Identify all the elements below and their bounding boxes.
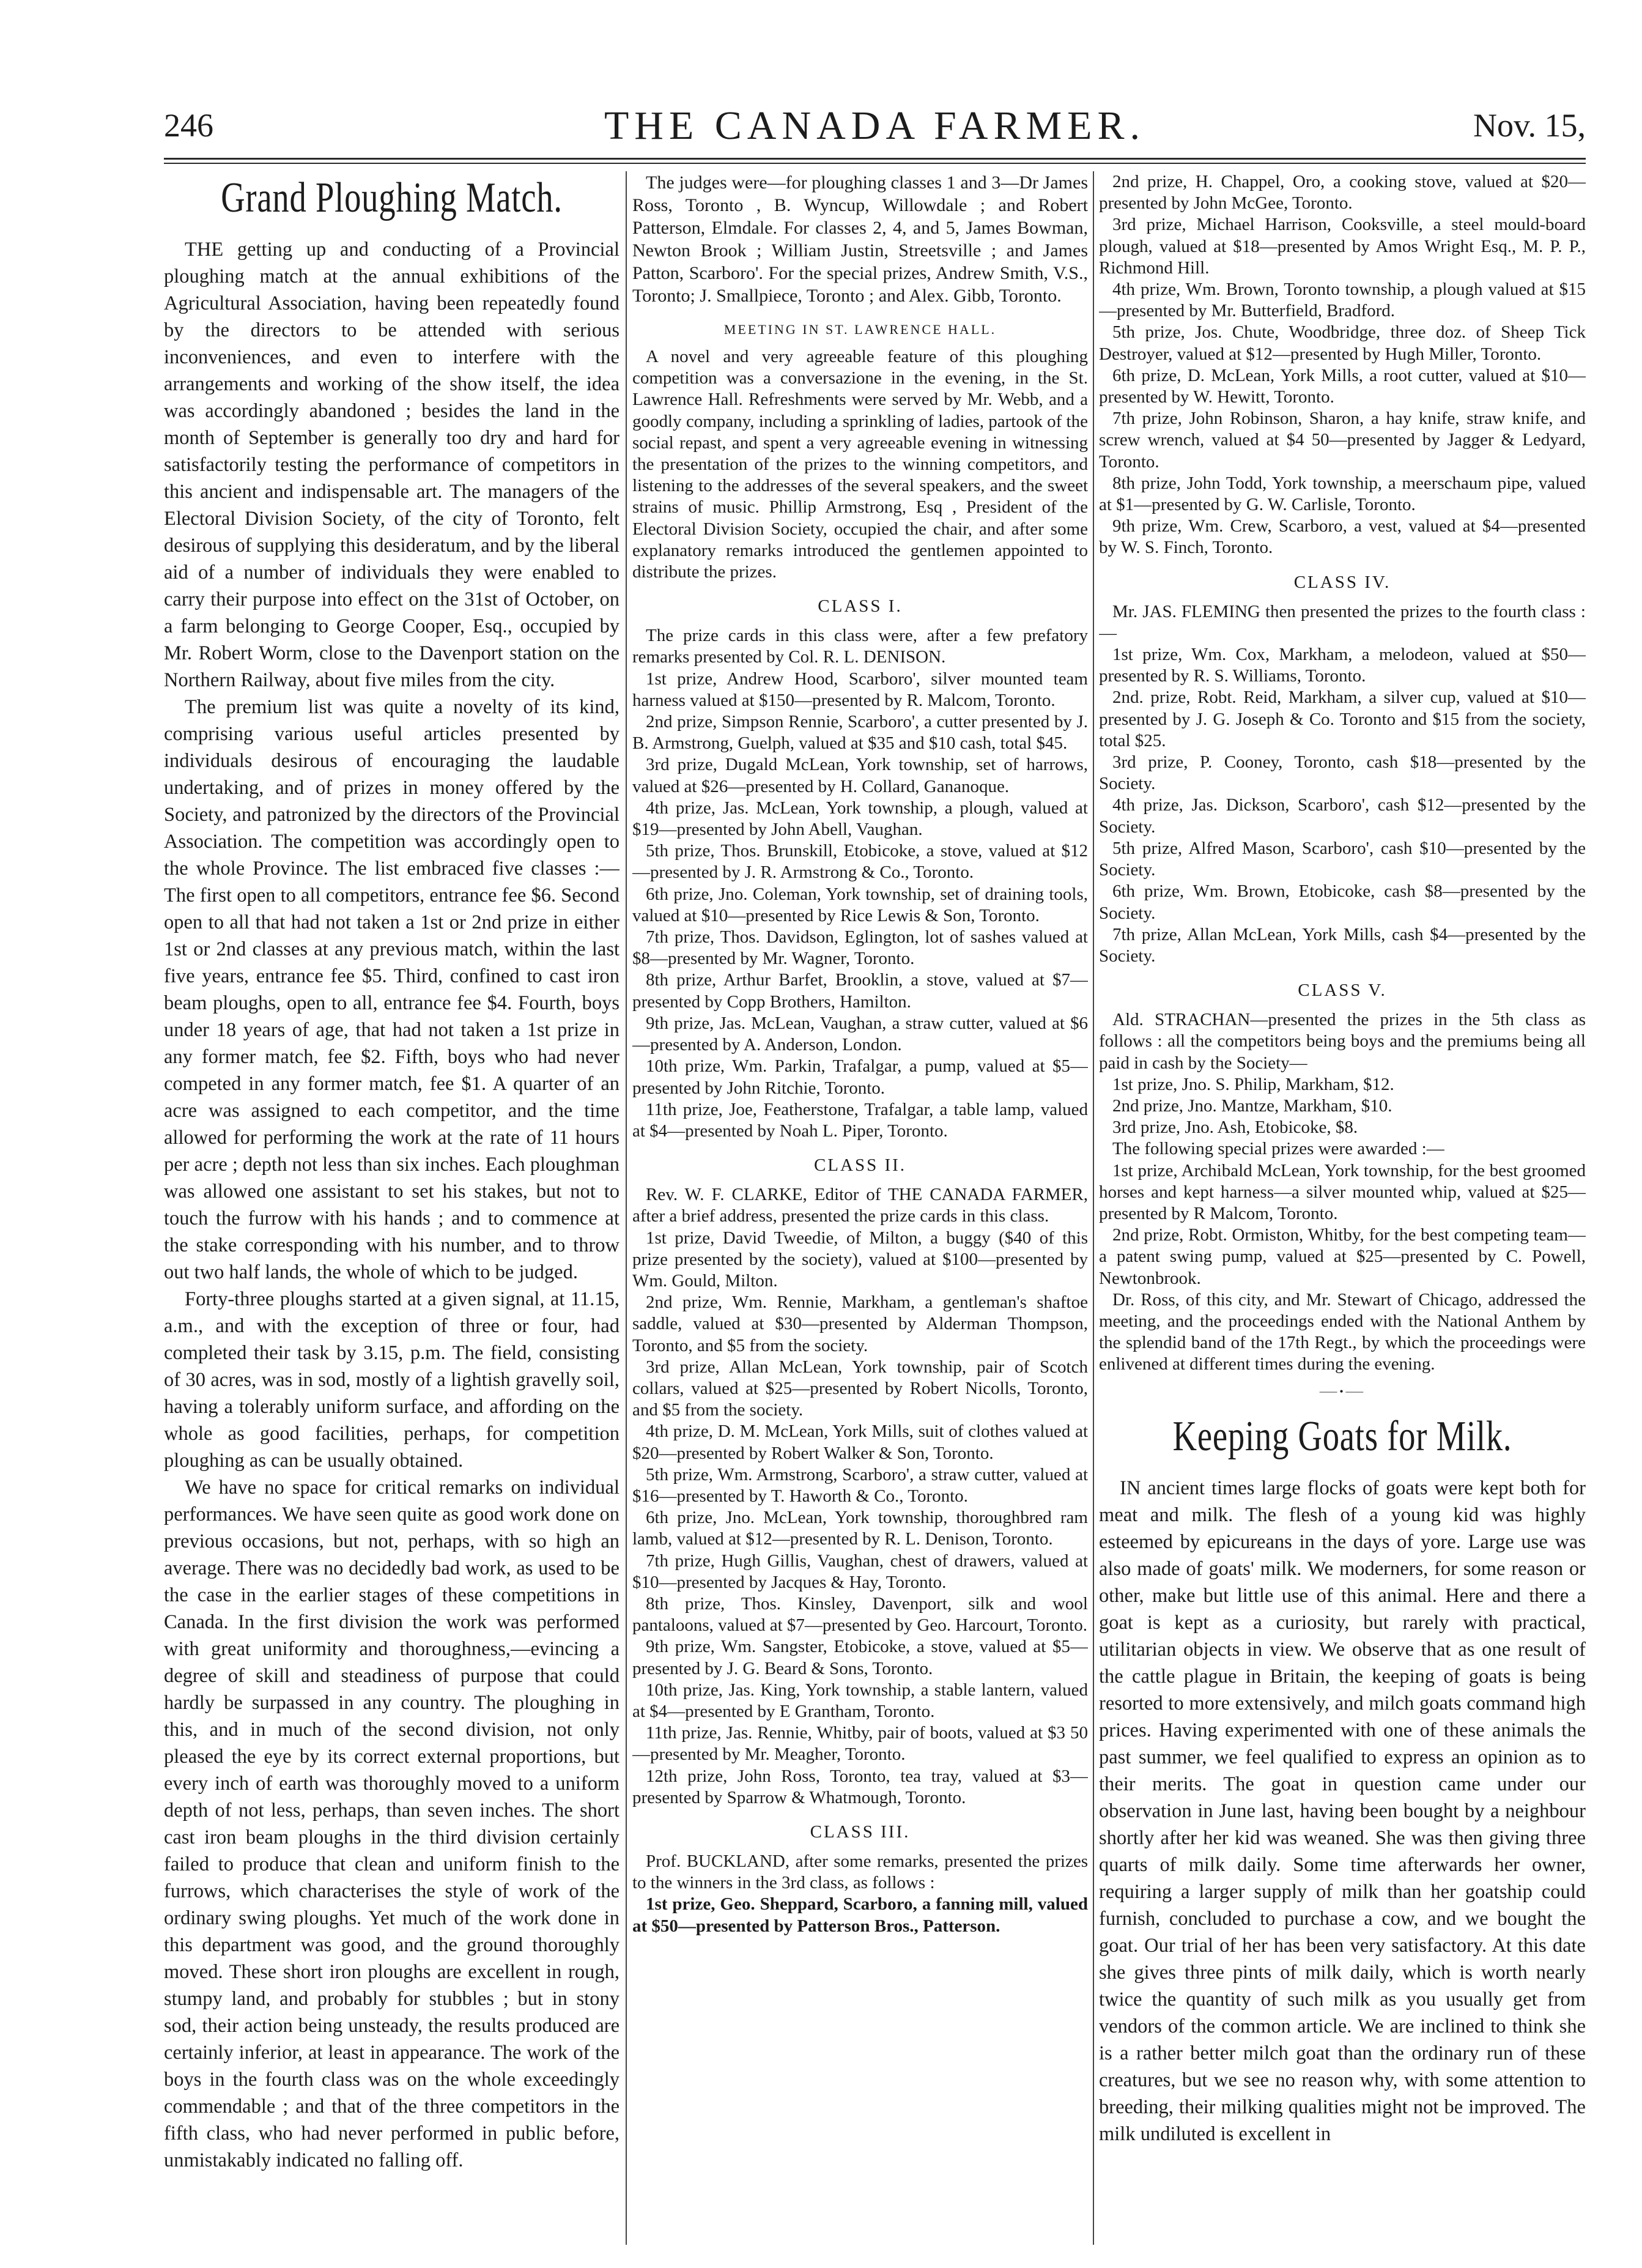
prize-entry: 7th prize, John Robinson, Sharon, a hay knife, straw knife, and screw wrench, valued at $4 50—presented by Jagger & Ledyard, Toronto. [1099, 409, 1586, 472]
prize-entry: Dr. Ross, of this city, and Mr. Stewart of Chicago, addressed the meeting, and the proceedings ended with the National Anthem by the splendid band of the 17th Regt., by which the proceedings were enlivened at different times during the evening. [1099, 1289, 1586, 1374]
prize-entry: 5th prize, Thos. Brunskill, Etobicoke, a stove, valued at $12—presented by J. R. Armstrong & Co., Toronto. [632, 841, 1088, 883]
prize-entry: 7th prize, Thos. Davidson, Eglington, lot of sashes valued at $8—presented by Mr. Wagner, Toronto. [632, 927, 1088, 969]
prize-entry: 4th prize, Jas. McLean, York township, a plough, valued at $19—presented by John Abell, Vaughan. [632, 798, 1088, 840]
prize-entry: 6th prize, Wm. Brown, Etobicoke, cash $8—presented by the Society. [1099, 881, 1586, 923]
prize-entry: 3rd prize, Michael Harrison, Cooksville, a steel mould-board plough, valued at $18—presented by Amos Wright Esq., M. P. P., Richmond Hill. [1099, 215, 1586, 278]
meeting-subheading: MEETING IN ST. LAWRENCE HALL. [723, 322, 997, 337]
prize-entry: 10th prize, Wm. Parkin, Trafalgar, a pump, valued at $5—presented by John Ritchie, Toronto. [632, 1056, 1088, 1098]
prize-entry: Rev. W. F. CLARKE, Editor of THE CANADA FARMER, after a brief address, presented the prize cards in this class. [632, 1185, 1088, 1226]
prize-entry: 1st prize, David Tweedie, of Milton, a buggy ($40 of this prize presented by the society), valued at $100—presented by Wm. Gould, Milton. [632, 1228, 1088, 1291]
newspaper-title: THE CANADA FARMER. [604, 103, 1145, 148]
prize-entry: 6th prize, D. McLean, York Mills, a root cutter, valued at $10—presented by W. Hewitt, Toronto. [1099, 365, 1586, 407]
masthead [164, 103, 1586, 152]
page-number: 246 [164, 107, 213, 144]
prize-entry: 8th prize, John Todd, York township, a meerschaum pipe, valued at $1—presented by G. W. Carlisle, Toronto. [1099, 473, 1586, 515]
article-heading-goats: Keeping Goats for Milk. [1172, 1412, 1512, 1460]
prize-entry: The following special prizes were awarded :— [1112, 1139, 1444, 1159]
column-3 [1099, 171, 1586, 2251]
class-1-heading: CLASS I. [818, 596, 903, 617]
prize-entry: 2nd prize, Wm. Rennie, Markham, a gentleman's shaftoe saddle, valued at $30—presented by Alderman Thompson, Toronto, and $5 from the society. [632, 1292, 1088, 1355]
prize-entry: 5th prize, Alfred Mason, Scarboro', cash $10—presented by the Society. [1099, 838, 1586, 880]
prize-entry: 8th prize, Arthur Barfet, Brooklin, a stove, valued at $7—presented by Copp Brothers, Hamilton. [632, 970, 1088, 1012]
prize-entry: 1st prize, Jno. S. Philip, Markham, $12. [1112, 1074, 1394, 1094]
class-4-heading: CLASS IV. [1293, 572, 1391, 592]
class-5-heading: CLASS V. [1298, 980, 1387, 1001]
issue-date: Nov. 15, [1473, 107, 1586, 144]
prize-entry: 8th prize, Thos. Kinsley, Davenport, silk and wool pantaloons, valued at $7—presented by Geo. Harcourt, Toronto. [632, 1593, 1088, 1636]
prize-entry: 12th prize, John Ross, Toronto, tea tray, valued at $3—presented by Sparrow & Whatmough, Toronto. [632, 1766, 1088, 1807]
prize-entry: 3rd prize, Dugald McLean, York township, set of harrows, valued at $26—presented by H. Collard, Gananoque. [632, 755, 1088, 796]
prize-entry: 4th prize, Jas. Dickson, Scarboro', cash $12—presented by the Society. [1099, 795, 1586, 837]
prize-entry: 5th prize, Wm. Armstrong, Scarboro', a straw cutter, valued at $16—presented by T. Haworth & Co., Toronto. [632, 1464, 1088, 1506]
class-3-heading: CLASS III. [810, 1822, 911, 1842]
prize-entry: 1st prize, Wm. Cox, Markham, a melodeon, valued at $50—presented by R. S. Williams, Toronto. [1099, 645, 1586, 686]
section-ornament: ⸺•⸺ [1318, 1385, 1366, 1398]
prize-entry: Mr. JAS. FLEMING then presented the prizes to the fourth class :— [1099, 601, 1586, 643]
prize-entry: 7th prize, Hugh Gillis, Vaughan, chest of drawers, valued at $10—presented by Jacques & Hay, Toronto. [632, 1551, 1088, 1592]
prize-entry: 1st prize, Geo. Sheppard, Scarboro, a fanning mill, valued at $50—presented by Patterson Bros., Patterson. [632, 1894, 1088, 1936]
prize-entry: 2nd. prize, Robt. Reid, Markham, a silver cup, valued at $10—presented by J. G. Joseph & Co. Toronto and $15 from the society, total $25. [1099, 687, 1586, 750]
prize-entry: 1st prize, Andrew Hood, Scarboro', silver mounted team harness valued at $150—presented by R. Malcom, Toronto. [632, 669, 1088, 710]
meeting-paragraph: A novel and very agreeable feature of this ploughing competition was a conversazione in the evening, in the St. Lawrence Hall. Refreshments were served by Mr. Webb, and a goodly company, including a sprinkling of ladies, partook of the social repast, and spent a very agreeable evening in witnessing the presentation of the prizes to the winning competitors, and listening to the addresses of the several speakers, and the sweet strains of music. Phillip Armstrong, Esq , President of the Electoral Division Society, occupied the chair, and after some explanatory remarks introduced the gentlemen appointed to distribute the prizes. [632, 347, 1088, 582]
prize-entry: 1st prize, Archibald McLean, York township, for the best groomed horses and kept harness—a silver mounted whip, valued at $25—presented by R Malcom, Toronto. [1099, 1160, 1586, 1223]
prize-entry: 10th prize, Jas. King, York township, a stable lantern, valued at $4—presented by E Grantham, Toronto. [632, 1680, 1088, 1721]
article-paragraph: IN ancient times large flocks of goats were kept both for meat and milk. The flesh of a young kid was highly esteemed by epicureans in the days of yore. Large use was also made of goats' milk. We moderners, for some reason or other, make but little use of this animal. Here and there a goat is kept as a curiosity, but rarely with practical, utilitarian objects in view. We observe that as one result of the cattle plague in Britain, the keeping of goats is being resorted to more extensively, and milch goats command high prices. Having experimented with one of these animals the past summer, we feel qualified to express an opinion as to their merits. The goat in question came under our observation in June last, having been bought by a neighbour shortly after her kid was weaned. She was then giving three quarts of milk daily. Some time afterwards her owner, requiring a larger supply of milk than her goatship could furnish, concluded to purchase a cow, and we bought the goat. Our trial of her has been very satisfactory. At this date she gives three pints of milk daily, which is worth nearly twice the quantity of such milk as you usually get from vendors of the common article. We are inclined to think she is a rather better milch goat than the ordinary run of these creatures, but we see no reason why, with some attention to breeding, their milking qualities might not be improved. The milk undiluted is excellent in [1099, 1477, 1586, 2145]
article-paragraph: The premium list was quite a novelty of its kind, comprising various useful articles presented by individuals desirous of encouraging the laudable undertaking, and of prizes in money offered by the Society, and patronized by the directors of the Provincial Association. The competition was accordingly open to the whole Province. The list embraced five classes :—The first open to all competitors, entrance fee $6. Second open to all that had not taken a 1st or 2nd prize in either 1st or 2nd classes at any previous match, within the last five years, entrance fee $5. Third, confined to cast iron beam ploughs, open to all, entrance fee $4. Fourth, boys under 18 years of age, that had not taken a 1st prize in any former match, fee $2. Fifth, boys who had never competed in any former match, fee $1. A quarter of an acre was assigned to each competitor, and the time allowed for performing the work at the rate of 11 hours per acre ; depth not less than six inches. Each ploughman was allowed one assistant to set his stakes, but not to touch the furrow with his hands ; and to commence at the stake corresponding with his number, and to throw out two half lands, the whole of which to be judged. [164, 696, 619, 1283]
prize-entry: 7th prize, Allan McLean, York Mills, cash $4—presented by the Society. [1099, 924, 1586, 966]
prize-entry: 5th prize, Jos. Chute, Woodbridge, three doz. of Sheep Tick Destroyer, valued at $12—presented by Hugh Miller, Toronto. [1099, 322, 1586, 364]
prize-entry: 9th prize, Wm. Crew, Scarboro, a vest, valued at $4—presented by W. S. Finch, Toronto. [1099, 516, 1586, 558]
prize-entry: Ald. STRACHAN—presented the prizes in the 5th class as follows : all the competitors being boys and the premiums being all paid in cash by the Society— [1099, 1010, 1586, 1073]
column-divider [1093, 171, 1094, 2245]
prize-entry: 3rd prize, Jno. Ash, Etobicoke, $8. [1112, 1117, 1358, 1138]
article-paragraph: THE getting up and conducting of a Provincial ploughing match at the annual exhibitions of the Agricultural Association, having been repeatedly found by the directors to be attended with serious inconveniences, and even to interfere with the arrangements and working of the show itself, the idea was accordingly abandoned ; besides the land in the month of September is generally too dry and hard for satisfactorily testing the performance of competitors in this ancient and indispensable art. The managers of the Electoral Division Society, of the city of Toronto, felt desirous of supplying this desideratum, and by the liberal aid of a number of individuals they were enabled to carry their purpose into effect on the 31st of October, on a farm belonging to George Cooper, Esq., occupied by Mr. Robert Worm, close to the Davenport station on the Northern Railway, about five miles from the city. [164, 239, 619, 691]
prize-entry: 9th prize, Jas. McLean, Vaughan, a straw cutter, valued at $6—presented by A. Anderson, London. [632, 1013, 1088, 1055]
prize-entry: The prize cards in this class were, after a few prefatory remarks presented by Col. R. L. DENISON. [632, 626, 1088, 667]
prize-entry: 3rd prize, P. Cooney, Toronto, cash $18—presented by the Society. [1099, 752, 1586, 794]
prize-entry: Prof. BUCKLAND, after some remarks, presented the prizes to the winners in the 3rd class, as follows : [632, 1851, 1088, 1893]
prize-entry: 9th prize, Wm. Sangster, Etobicoke, a stove, valued at $5—presented by J. G. Beard & Sons, Toronto. [632, 1637, 1088, 1678]
prize-entry: 4th prize, Wm. Brown, Toronto township, a plough valued at $15—presented by Mr. Butterfield, Bradford. [1099, 280, 1586, 321]
judges-paragraph: The judges were—for ploughing classes 1 and 3—Dr James Ross, Toronto , B. Wyncup, Willowdale ; and Robert Patterson, Elmdale. For classes 2, 4, and 5, James Bowman, Newton Brook ; William Justin, Streetsville ; and James Patton, Scarboro'. For the special prizes, Andrew Smith, V.S., Toronto; J. Smallpiece, Toronto ; and Alex. Gibb, Toronto. [632, 172, 1088, 306]
column-1 [164, 171, 619, 2251]
prize-entry: 2nd prize, Robt. Ormiston, Whitby, for the best competing team—a patent swing pump, valued at $25—presented by C. Powell, Newtonbrook. [1099, 1225, 1586, 1288]
prize-entry: 2nd prize, Jno. Mantze, Markham, $10. [1112, 1095, 1392, 1116]
prize-entry: 6th prize, Jno. McLean, York township, thoroughbred ram lamb, valued at $12—presented by R. L. Denison, Toronto. [632, 1508, 1088, 1549]
goats-article [1099, 1475, 1586, 2148]
masthead-rule [164, 158, 1586, 160]
prize-entry: 2nd prize, H. Chappel, Oro, a cooking stove, valued at $20—presented by John McGee, Toronto. [1099, 172, 1586, 213]
article-paragraph: We have no space for critical remarks on individual performances. We have seen quite as good work done on previous occasions, but not, perhaps, with so high an average. There was no decidedly bad work, as used to be the case in the earlier stages of these competitions in Canada. In the first division the work was performed with great uniformity and thoroughness,—evincing a degree of skill and steadiness of purpose that could hardly be surpassed in any country. The ploughing in this, and in much of the second division, not only pleased the eye by its correct external proportions, but every inch of earth was thoroughly moved to a uniform depth of not less, perhaps, than seven inches. The short cast iron beam ploughs in the third division certainly failed to produce that clean and uniform finish to the furrows, which characterises the style of work of the ordinary swing ploughs. Yet much of the work done in this department was good, and the ground thoroughly moved. These short iron ploughs are excellent in rough, stumpy land, and probably for stubbles ; but in stony sod, their action being unsteady, the results produced are certainly inferior, at least in appearance. The work of the boys in the fourth class was on the whole exceedingly commendable ; and that of the three competitors in the fifth class, who had never performed in public before, unmistakably indicated no falling off. [164, 1477, 619, 2171]
class-2-heading: CLASS II. [813, 1155, 907, 1176]
column-2 [632, 171, 1088, 2251]
prize-entry: 2nd prize, Simpson Rennie, Scarboro', a cutter presented by J. B. Armstrong, Guelph, valued at $35 and $10 cash, total $45. [632, 712, 1088, 754]
masthead-rule-thin [164, 163, 1586, 164]
column-divider [626, 171, 627, 2245]
article-heading-ploughing: Grand Ploughing Match. [221, 174, 563, 221]
prize-entry: 6th prize, Jno. Coleman, York township, set of draining tools, valued at $10—presented by Rice Lewis & Son, Toronto. [632, 884, 1088, 925]
prize-entry: 3rd prize, Allan McLean, York township, pair of Scotch collars, valued at $25—presented by Robert Nicolls, Toronto, and $5 from the society. [632, 1357, 1088, 1420]
prize-entry: 11th prize, Joe, Featherstone, Trafalgar, a table lamp, valued at $4—presented by Noah L. Piper, Toronto. [632, 1099, 1088, 1141]
article-paragraph: Forty-three ploughs started at a given signal, at 11.15, a.m., and with the exception of three or four, had completed their task by 3.15, p.m. The field, consisting of 30 acres, was in sod, mostly of a lightish gravelly soil, having a tolerably uniform surface, and affording on the whole as good facilities, perhaps, for competition ploughing as can be usually obtained. [164, 1288, 619, 1472]
prize-entry: 4th prize, D. M. McLean, York Mills, suit of clothes valued at $20—presented by Robert Walker & Son, Toronto. [632, 1421, 1088, 1463]
prize-entry: 11th prize, Jas. Rennie, Whitby, pair of boots, valued at $3 50—presented by Mr. Meagher, Toronto. [632, 1723, 1088, 1765]
